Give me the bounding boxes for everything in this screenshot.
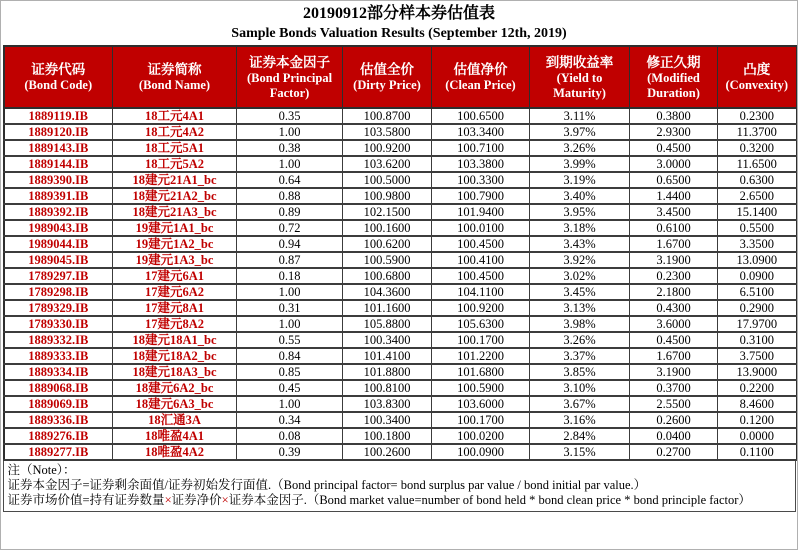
table-row xyxy=(4,108,797,124)
table-row xyxy=(4,316,797,332)
cell-bond_code: 1889119.IB xyxy=(4,108,113,124)
cell-bond_code: 1989043.IB xyxy=(4,220,113,236)
cell-ytm: 3.15% xyxy=(530,444,630,460)
cell-bond_name: 18建元18A2_bc xyxy=(113,348,237,364)
table-row xyxy=(4,252,797,268)
table-row xyxy=(4,140,797,156)
multiply-symbol: × xyxy=(164,493,172,507)
cell-convexity: 3.7500 xyxy=(718,348,797,364)
cell-convexity: 0.1100 xyxy=(718,444,797,460)
cell-clean_price: 101.9400 xyxy=(432,204,530,220)
cell-ytm: 3.16% xyxy=(530,412,630,428)
cell-ytm: 3.45% xyxy=(530,284,630,300)
table-row xyxy=(4,268,797,284)
col-header-bond_name xyxy=(113,46,237,108)
note-line-3-text: 证券净价 xyxy=(171,493,222,507)
cell-bond_name: 18建元21A2_bc xyxy=(113,188,237,204)
cell-ytm: 2.84% xyxy=(530,428,630,444)
cell-bond_code: 1789297.IB xyxy=(4,268,113,284)
cell-ytm: 3.26% xyxy=(530,140,630,156)
cell-bond_code: 1889276.IB xyxy=(4,428,113,444)
cell-bond_code: 1889333.IB xyxy=(4,348,113,364)
cell-ytm: 3.40% xyxy=(530,188,630,204)
cell-dirty_price: 102.1500 xyxy=(343,204,432,220)
table-row xyxy=(4,300,797,316)
cell-bond_code: 1789298.IB xyxy=(4,284,113,300)
cell-dirty_price: 103.8300 xyxy=(343,396,432,412)
cell-modified_duration: 0.2700 xyxy=(630,444,718,460)
cell-clean_price: 101.6800 xyxy=(432,364,530,380)
col-header-en: (Clean Price) xyxy=(445,78,516,92)
col-header-cn: 估值净价 xyxy=(453,62,508,77)
cell-convexity: 0.0900 xyxy=(718,268,797,284)
col-header-principal_factor xyxy=(237,46,343,108)
cell-principal_factor: 0.85 xyxy=(237,364,343,380)
cell-principal_factor: 1.00 xyxy=(237,396,343,412)
table-row xyxy=(4,348,797,364)
cell-modified_duration: 0.3700 xyxy=(630,380,718,396)
cell-ytm: 3.67% xyxy=(530,396,630,412)
col-header-clean_price xyxy=(432,46,530,108)
cell-principal_factor: 1.00 xyxy=(237,284,343,300)
col-header-ytm xyxy=(530,46,630,108)
col-header-dirty_price xyxy=(343,46,432,108)
cell-clean_price: 105.6300 xyxy=(432,316,530,332)
col-header-cn: 修正久期 xyxy=(646,54,701,70)
table-row xyxy=(4,444,797,460)
cell-modified_duration: 3.0000 xyxy=(630,156,718,172)
col-header-modified_duration xyxy=(630,46,718,108)
table-row xyxy=(4,204,797,220)
table-row xyxy=(4,332,797,348)
col-header-cn: 证券代码 xyxy=(31,62,86,77)
cell-bond_name: 19建元1A1_bc xyxy=(113,220,237,236)
cell-principal_factor: 0.18 xyxy=(237,268,343,284)
cell-modified_duration: 0.2600 xyxy=(630,412,718,428)
cell-bond_code: 1989045.IB xyxy=(4,252,113,268)
cell-clean_price: 100.4500 xyxy=(432,268,530,284)
cell-principal_factor: 0.84 xyxy=(237,348,343,364)
cell-dirty_price: 100.6800 xyxy=(343,268,432,284)
table-row xyxy=(4,172,797,188)
multiply-symbol: × xyxy=(221,493,229,507)
cell-clean_price: 100.4100 xyxy=(432,252,530,268)
cell-modified_duration: 0.4300 xyxy=(630,300,718,316)
col-header-en: (Convexity) xyxy=(725,78,788,92)
cell-modified_duration: 2.9300 xyxy=(630,124,718,140)
cell-bond_code: 1889336.IB xyxy=(4,412,113,428)
cell-principal_factor: 0.88 xyxy=(237,188,343,204)
cell-principal_factor: 0.72 xyxy=(237,220,343,236)
cell-modified_duration: 0.0400 xyxy=(630,428,718,444)
col-header-en: (Dirty Price) xyxy=(353,78,421,92)
cell-convexity: 0.5500 xyxy=(718,220,797,236)
table-row xyxy=(4,428,797,444)
cell-dirty_price: 103.5800 xyxy=(343,124,432,140)
cell-ytm: 3.43% xyxy=(530,236,630,252)
col-header-convexity xyxy=(718,46,797,108)
cell-principal_factor: 1.00 xyxy=(237,124,343,140)
col-header-en: (Bond Code) xyxy=(24,78,93,92)
cell-bond_code: 1889334.IB xyxy=(4,364,113,380)
cell-bond_code: 1889069.IB xyxy=(4,396,113,412)
cell-convexity: 0.2200 xyxy=(718,380,797,396)
cell-modified_duration: 2.1800 xyxy=(630,284,718,300)
cell-convexity: 0.3100 xyxy=(718,332,797,348)
cell-principal_factor: 0.94 xyxy=(237,236,343,252)
col-header-en: (Bond Principal Factor) xyxy=(246,70,333,100)
col-header-en: (Yield to Maturity) xyxy=(553,70,606,100)
cell-bond_code: 1789330.IB xyxy=(4,316,113,332)
cell-principal_factor: 0.55 xyxy=(237,332,343,348)
cell-modified_duration: 0.2300 xyxy=(630,268,718,284)
cell-bond_code: 1889392.IB xyxy=(4,204,113,220)
cell-principal_factor: 0.38 xyxy=(237,140,343,156)
cell-dirty_price: 105.8800 xyxy=(343,316,432,332)
cell-clean_price: 100.5900 xyxy=(432,380,530,396)
cell-convexity: 11.3700 xyxy=(718,124,797,140)
cell-ytm: 3.02% xyxy=(530,268,630,284)
cell-bond_name: 18建元18A1_bc xyxy=(113,332,237,348)
cell-bond_name: 19建元1A3_bc xyxy=(113,252,237,268)
cell-bond_name: 18建元18A3_bc xyxy=(113,364,237,380)
cell-bond_name: 18汇通3A xyxy=(113,412,237,428)
cell-dirty_price: 100.8700 xyxy=(343,108,432,124)
cell-ytm: 3.92% xyxy=(530,252,630,268)
note-line-3-text: 证券市场价值=持有证券数量 xyxy=(7,493,165,507)
table-row xyxy=(4,124,797,140)
cell-clean_price: 104.1100 xyxy=(432,284,530,300)
cell-clean_price: 100.1700 xyxy=(432,332,530,348)
cell-bond_name: 19建元1A2_bc xyxy=(113,236,237,252)
table-row xyxy=(4,380,797,396)
cell-bond_name: 17建元8A1 xyxy=(113,300,237,316)
cell-dirty_price: 100.6200 xyxy=(343,236,432,252)
cell-bond_name: 18建元21A1_bc xyxy=(113,172,237,188)
cell-clean_price: 100.0900 xyxy=(432,444,530,460)
cell-modified_duration: 1.4400 xyxy=(630,188,718,204)
cell-principal_factor: 0.87 xyxy=(237,252,343,268)
note-line-2: 证券本金因子=证券剩余面值/证券初始发行面值.（Bond principal factor= bond surplus par value / bond initial par value.） xyxy=(7,478,647,492)
cell-ytm: 3.98% xyxy=(530,316,630,332)
cell-convexity: 0.1200 xyxy=(718,412,797,428)
cell-bond_name: 18工元4A1 xyxy=(113,108,237,124)
cell-principal_factor: 1.00 xyxy=(237,156,343,172)
cell-bond_code: 1889144.IB xyxy=(4,156,113,172)
cell-clean_price: 100.6500 xyxy=(432,108,530,124)
cell-bond_name: 17建元6A1 xyxy=(113,268,237,284)
col-header-cn: 到期收益率 xyxy=(545,54,614,70)
cell-ytm: 3.99% xyxy=(530,156,630,172)
col-header-cn: 估值全价 xyxy=(360,62,414,77)
cell-clean_price: 100.9200 xyxy=(432,300,530,316)
cell-bond_code: 1889332.IB xyxy=(4,332,113,348)
cell-bond_name: 18唯盈4A2 xyxy=(113,444,237,460)
table-row xyxy=(4,364,797,380)
cell-bond_code: 1889390.IB xyxy=(4,172,113,188)
col-header-en: (Bond Name) xyxy=(138,78,211,92)
cell-bond_code: 1889391.IB xyxy=(4,188,113,204)
cell-clean_price: 100.0100 xyxy=(432,220,530,236)
cell-ytm: 3.10% xyxy=(530,380,630,396)
table-body xyxy=(4,108,797,460)
cell-modified_duration: 3.4500 xyxy=(630,204,718,220)
cell-dirty_price: 100.5900 xyxy=(343,252,432,268)
cell-convexity: 8.4600 xyxy=(718,396,797,412)
cell-convexity: 0.0000 xyxy=(718,428,797,444)
cell-bond_code: 1889277.IB xyxy=(4,444,113,460)
cell-bond_code: 1989044.IB xyxy=(4,236,113,252)
cell-ytm: 3.26% xyxy=(530,332,630,348)
cell-clean_price: 101.2200 xyxy=(432,348,530,364)
cell-principal_factor: 0.64 xyxy=(237,172,343,188)
cell-bond_name: 18唯盈4A1 xyxy=(113,428,237,444)
cell-clean_price: 100.7900 xyxy=(432,188,530,204)
cell-bond_code: 1889143.IB xyxy=(4,140,113,156)
cell-clean_price: 100.7100 xyxy=(432,140,530,156)
cell-ytm: 3.18% xyxy=(530,220,630,236)
cell-ytm: 3.97% xyxy=(530,124,630,140)
page-title: 20190912部分样本券估值表 xyxy=(302,5,495,22)
cell-dirty_price: 100.5000 xyxy=(343,172,432,188)
cell-modified_duration: 1.6700 xyxy=(630,348,718,364)
cell-dirty_price: 104.3600 xyxy=(343,284,432,300)
cell-dirty_price: 101.1600 xyxy=(343,300,432,316)
cell-modified_duration: 0.4500 xyxy=(630,332,718,348)
cell-principal_factor: 0.08 xyxy=(237,428,343,444)
cell-bond_name: 18建元6A2_bc xyxy=(113,380,237,396)
cell-dirty_price: 100.9200 xyxy=(343,140,432,156)
cell-modified_duration: 3.6000 xyxy=(630,316,718,332)
cell-bond_name: 18工元5A2 xyxy=(113,156,237,172)
table-row xyxy=(4,188,797,204)
cell-convexity: 6.5100 xyxy=(718,284,797,300)
cell-convexity: 15.1400 xyxy=(718,204,797,220)
cell-modified_duration: 0.3800 xyxy=(630,108,718,124)
cell-principal_factor: 0.89 xyxy=(237,204,343,220)
cell-dirty_price: 100.3400 xyxy=(343,332,432,348)
table-row xyxy=(4,412,797,428)
table-row xyxy=(4,220,797,236)
cell-ytm: 3.19% xyxy=(530,172,630,188)
cell-modified_duration: 3.1900 xyxy=(630,364,718,380)
cell-dirty_price: 100.1800 xyxy=(343,428,432,444)
note-line-3 xyxy=(8,493,791,508)
cell-dirty_price: 100.8100 xyxy=(343,380,432,396)
cell-principal_factor: 0.45 xyxy=(237,380,343,396)
cell-ytm: 3.37% xyxy=(530,348,630,364)
cell-clean_price: 103.3400 xyxy=(432,124,530,140)
cell-modified_duration: 1.6700 xyxy=(630,236,718,252)
note-line-1: 注（Note）： xyxy=(7,463,76,477)
cell-dirty_price: 103.6200 xyxy=(343,156,432,172)
cell-clean_price: 100.3300 xyxy=(432,172,530,188)
table-header xyxy=(4,46,797,108)
cell-dirty_price: 100.9800 xyxy=(343,188,432,204)
cell-ytm: 3.11% xyxy=(530,108,630,124)
table-row xyxy=(4,156,797,172)
cell-ytm: 3.85% xyxy=(530,364,630,380)
cell-convexity: 13.0900 xyxy=(718,252,797,268)
cell-principal_factor: 0.34 xyxy=(237,412,343,428)
cell-dirty_price: 100.2600 xyxy=(343,444,432,460)
cell-principal_factor: 0.31 xyxy=(237,300,343,316)
cell-bond_name: 18建元6A3_bc xyxy=(113,396,237,412)
cell-modified_duration: 0.6100 xyxy=(630,220,718,236)
cell-clean_price: 103.6000 xyxy=(432,396,530,412)
cell-principal_factor: 1.00 xyxy=(237,316,343,332)
note-line-3-text: 证券本金因子.（Bond market value=number of bond held * bond clean price * bond principle factor） xyxy=(228,493,751,507)
cell-ytm: 3.95% xyxy=(530,204,630,220)
cell-dirty_price: 101.4100 xyxy=(343,348,432,364)
cell-dirty_price: 100.1600 xyxy=(343,220,432,236)
cell-convexity: 3.3500 xyxy=(718,236,797,252)
cell-bond_name: 17建元6A2 xyxy=(113,284,237,300)
cell-modified_duration: 0.6500 xyxy=(630,172,718,188)
col-header-bond_code xyxy=(4,46,113,108)
cell-ytm: 3.13% xyxy=(530,300,630,316)
table-row xyxy=(4,236,797,252)
cell-convexity: 0.6300 xyxy=(718,172,797,188)
cell-convexity: 11.6500 xyxy=(718,156,797,172)
cell-clean_price: 100.0200 xyxy=(432,428,530,444)
cell-principal_factor: 0.35 xyxy=(237,108,343,124)
cell-convexity: 0.2900 xyxy=(718,300,797,316)
notes xyxy=(3,461,796,512)
col-header-cn: 证券本金因子 xyxy=(249,54,330,70)
cell-bond_name: 18工元5A1 xyxy=(113,140,237,156)
cell-bond_name: 18工元4A2 xyxy=(113,124,237,140)
col-header-en: (Modified Duration) xyxy=(647,70,700,100)
col-header-cn: 证券简称 xyxy=(147,62,202,77)
cell-bond_name: 18建元21A3_bc xyxy=(113,204,237,220)
table-container xyxy=(3,45,796,512)
table-row xyxy=(4,284,797,300)
cell-convexity: 2.6500 xyxy=(718,188,797,204)
header-row xyxy=(4,46,797,108)
cell-convexity: 0.2300 xyxy=(718,108,797,124)
cell-modified_duration: 3.1900 xyxy=(630,252,718,268)
cell-convexity: 0.3200 xyxy=(718,140,797,156)
bonds-valuation-table xyxy=(3,45,798,461)
cell-dirty_price: 100.3400 xyxy=(343,412,432,428)
cell-convexity: 17.9700 xyxy=(718,316,797,332)
cell-clean_price: 103.3800 xyxy=(432,156,530,172)
col-header-cn: 凸度 xyxy=(743,62,771,77)
cell-bond_code: 1889120.IB xyxy=(4,124,113,140)
cell-bond_code: 1889068.IB xyxy=(4,380,113,396)
page-subtitle: Sample Bonds Valuation Results (September 12th, 2019) xyxy=(231,26,567,41)
cell-principal_factor: 0.39 xyxy=(237,444,343,460)
cell-modified_duration: 2.5500 xyxy=(630,396,718,412)
cell-clean_price: 100.1700 xyxy=(432,412,530,428)
table-row xyxy=(4,396,797,412)
cell-bond_code: 1789329.IB xyxy=(4,300,113,316)
cell-bond_name: 17建元8A2 xyxy=(113,316,237,332)
cell-modified_duration: 0.4500 xyxy=(630,140,718,156)
cell-dirty_price: 101.8800 xyxy=(343,364,432,380)
cell-clean_price: 100.4500 xyxy=(432,236,530,252)
cell-convexity: 13.9000 xyxy=(718,364,797,380)
